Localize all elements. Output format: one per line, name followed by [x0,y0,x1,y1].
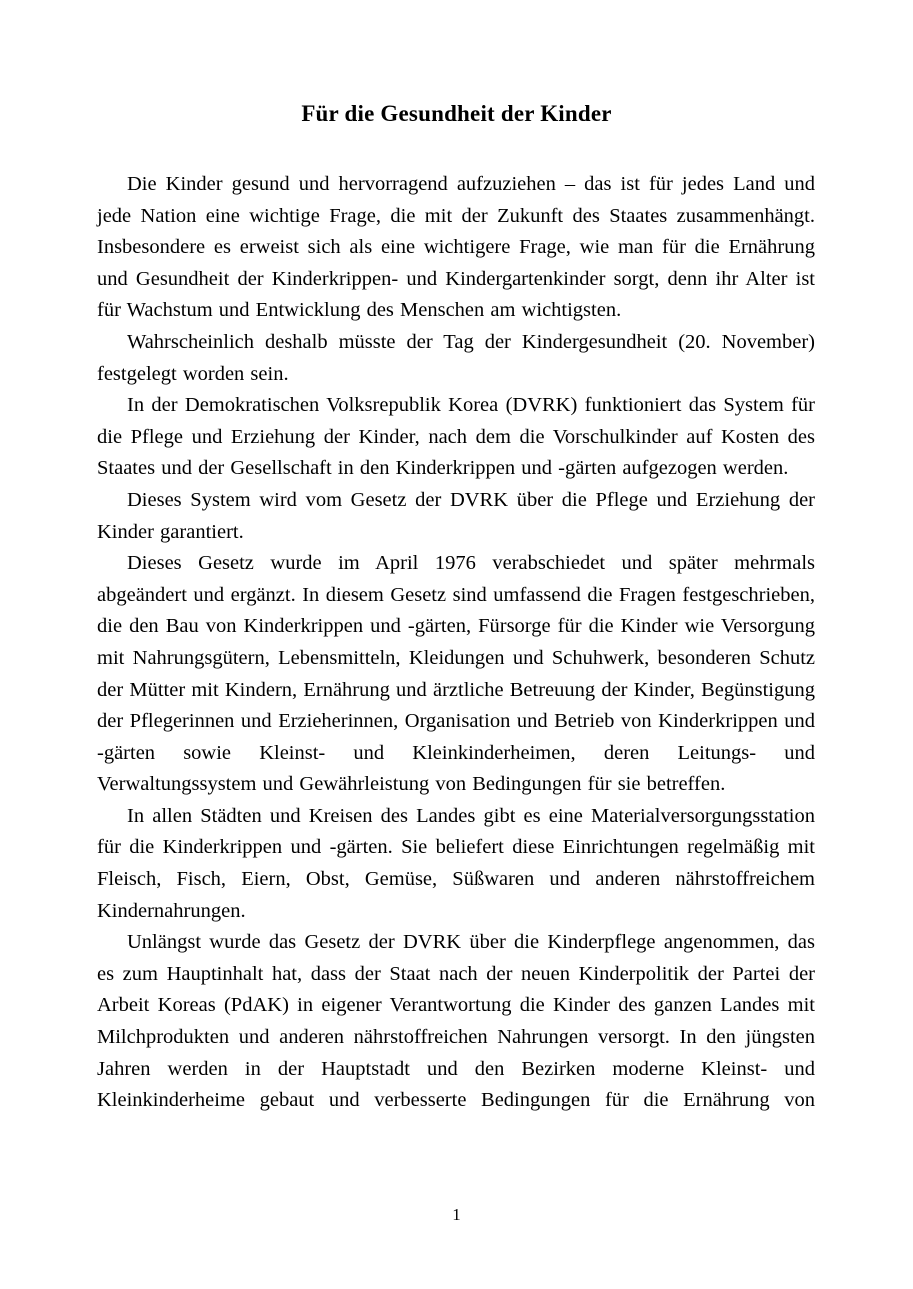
page-number: 1 [452,1205,461,1224]
paragraph: Dieses Gesetz wurde im April 1976 verabschiedet und später mehrmals abgeändert und ergänzt. In diesem Gesetz sind umfassend die Fragen festgeschrieben, die den Bau von Kinderkrippen und -gärten, Fürsorge für die Kinder wie Versorgung mit Nahrungsgütern, Lebensmitteln, Kleidungen und Schuhwerk, besonderen Schutz der Mütter mit Kindern, Ernährung und ärztliche Betreuung der Kinder, Begünstigung der Pflegerinnen und Erzieherinnen, Organisation und Betrieb von Kinderkrippen und -gärten sowie Kleinst- und Kleinkinderheimen, deren Leitungs- und Verwaltungssystem und Gewährleistung von Bedingungen für sie betreffen. [97,552,815,796]
paragraph: In allen Städten und Kreisen des Landes gibt es eine Materialversorgungsstation für die Kinderkrippen und -gärten. Sie beliefert diese Einrichtungen regelmäßig mit Fleisch, Fisch, Eiern, Obst, Gemüse, Süßwaren und anderen nährstoffreichem Kindernahrungen. [97,804,815,922]
paragraph: Dieses System wird vom Gesetz der DVRK über die Pflege und Erziehung der Kinder garantiert. [97,488,815,543]
paragraph: Unlängst wurde das Gesetz der DVRK über die Kinderpflege angenommen, das es zum Hauptinhalt hat, dass der Staat nach der neuen Kinderpolitik der Partei der Arbeit Koreas (PdAK) in eigener Verantwortung die Kinder des ganzen Landes mit Milchprodukten und anderen nährstoffreichen Nahrungen versorgt. In den jüngsten Jahren werden in der Hauptstadt und den Bezirken moderne Kleinst- und Kleinkinderheime gebaut und verbesserte Bedingungen für die Ernährung von [97,931,815,1112]
document-body [97,169,815,1117]
paragraph: Wahrscheinlich deshalb müsste der Tag der Kindergesundheit (20. November) festgelegt worden sein. [97,330,815,385]
document-title: Für die Gesundheit der Kinder [301,101,612,126]
paragraph: In der Demokratischen Volksrepublik Korea (DVRK) funktioniert das System für die Pflege und Erziehung der Kinder, nach dem die Vorschulkinder auf Kosten des Staates und der Gesellschaft in den Kinderkrippen und -gärten aufgezogen werden. [97,394,815,480]
paragraph: Die Kinder gesund und hervorragend aufzuziehen – das ist für jedes Land und jede Nation eine wichtige Frage, die mit der Zukunft des Staates zusammenhängt. Insbesondere es erweist sich als eine wichtigere Frage, wie man für die Ernährung und Gesundheit der Kinderkrippen- und Kindergartenkinder sorgt, denn ihr Alter ist für Wachstum und Entwicklung des Menschen am wichtigsten. [97,173,815,322]
